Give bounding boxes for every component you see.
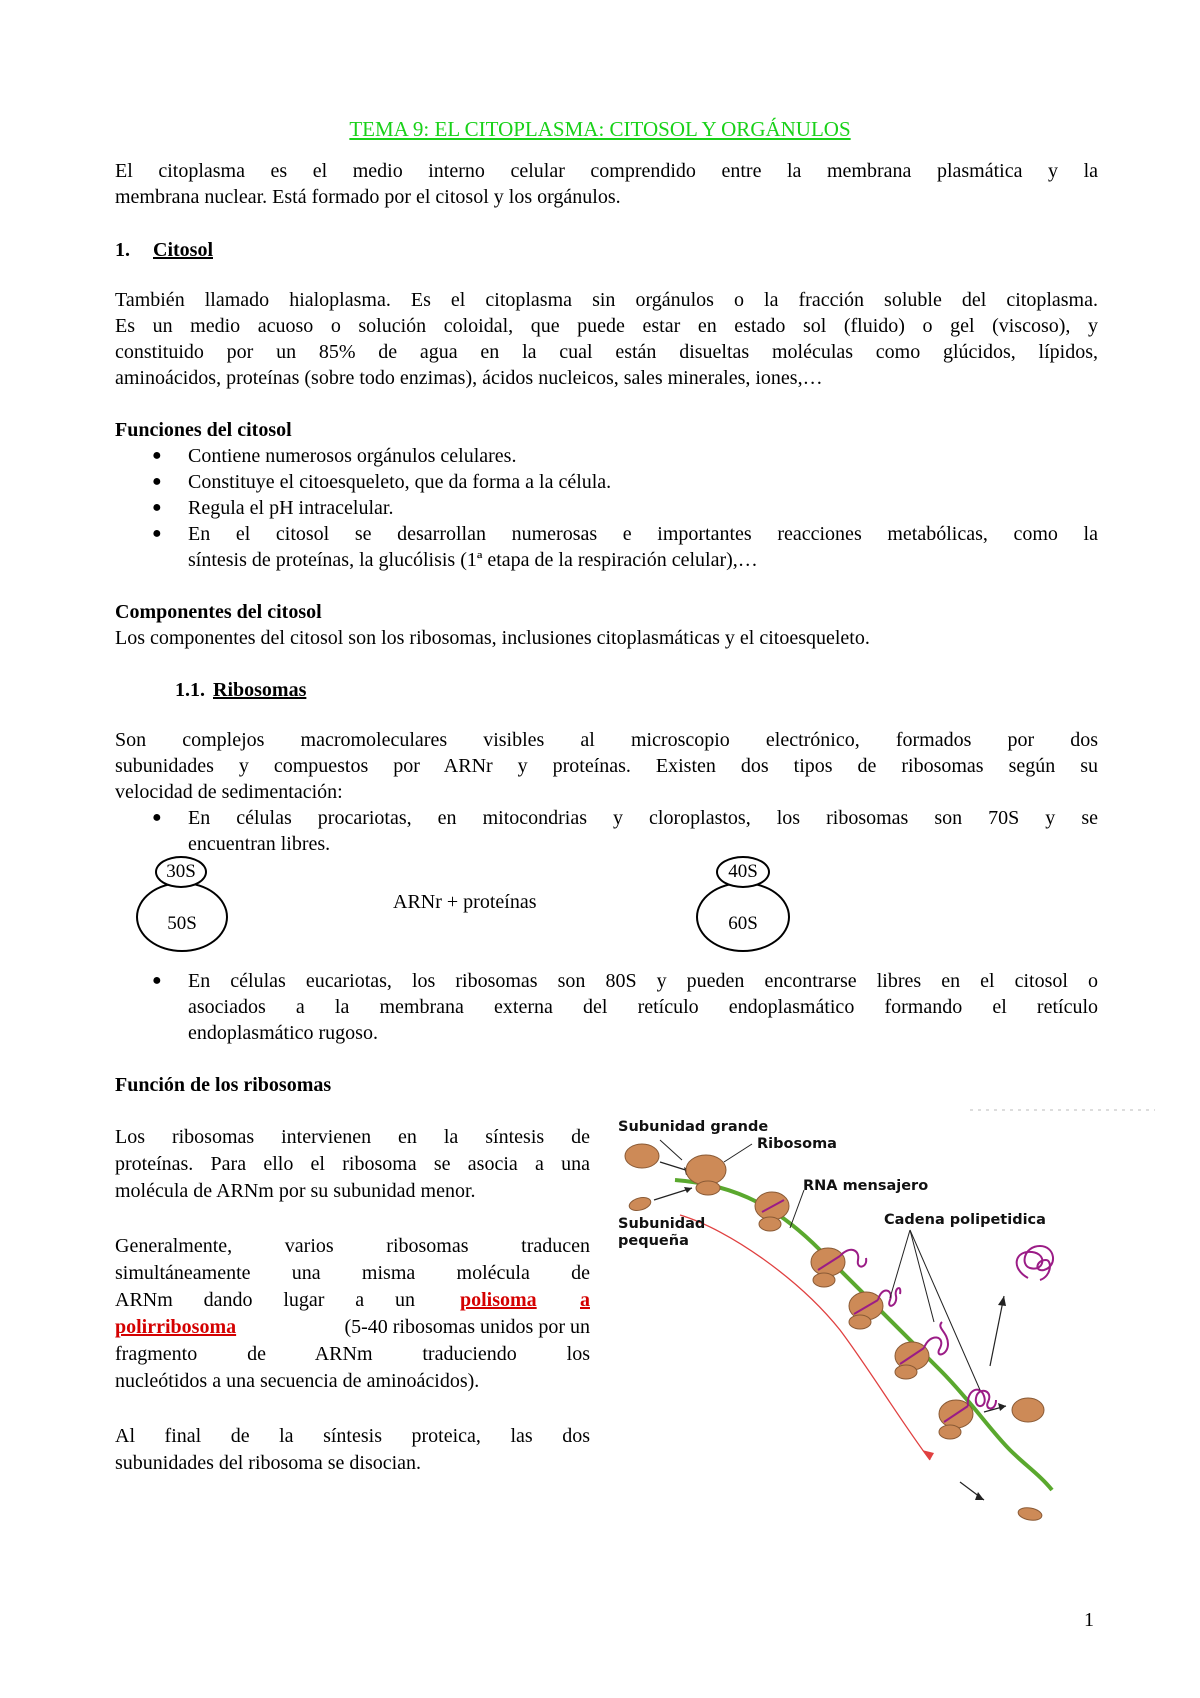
ribosomes-bullet1-line-1: En células procariotas, en mitocondrias y cloroplastos, los ribosomas son 70S y se: [188, 807, 1098, 829]
func-p2-line-2: simultáneamente una misma molécula de: [115, 1262, 590, 1284]
citosol-line-4: aminoácidos, proteínas (sobre todo enzimas), ácidos nucleicos, sales minerales, iones,…: [115, 367, 823, 389]
arrow-head: [998, 1296, 1006, 1306]
intro-line-2: membrana nuclear. Está formado por el citosol y los orgánulos.: [115, 186, 621, 208]
subunit-60s-oval: [696, 882, 790, 952]
ribosome-1: [686, 1155, 726, 1195]
section-heading-citosol: Citosol: [153, 239, 213, 261]
subunit-50s-oval: [136, 882, 228, 952]
page-number: 1: [1084, 1609, 1094, 1631]
pointer-large: [660, 1140, 682, 1160]
func-p3-line-1: Al final de la síntesis proteica, las dos: [115, 1425, 590, 1447]
func-p2-line-4: [115, 1314, 590, 1342]
released-large-subunit: [1012, 1398, 1044, 1422]
direction-arrow: [680, 1215, 930, 1460]
components-heading: Componentes del citosol: [115, 601, 322, 623]
subunit-60s-label: 60S: [728, 913, 758, 934]
polisoma-term: polisoma a: [460, 1289, 590, 1311]
pointer-ribosome: [724, 1144, 752, 1162]
free-large-subunit: [625, 1144, 659, 1168]
func-p3-line-2: subunidades del ribosoma se disocian.: [115, 1452, 422, 1474]
ribosomes-bullet1-line-2: encuentran libres.: [188, 833, 331, 855]
ribosomes-bullet2-line-3: endoplasmático rugoso.: [188, 1022, 378, 1044]
subunit-40s-label: 40S: [728, 861, 758, 882]
ribosomes-line-1: Son complejos macromoleculares visibles al microscopio electrónico, formados por dos: [115, 729, 1098, 751]
function-item-3: Regula el pH intracelular.: [188, 497, 394, 519]
free-polypeptide: [1017, 1246, 1053, 1280]
function-item-1: Contiene numerosos orgánulos celulares.: [188, 445, 517, 467]
subsection-heading-ribosomas: Ribosomas: [213, 679, 307, 701]
citosol-line-1: También llamado hialoplasma. Es el citoplasma sin orgánulos o la fracción soluble del citoplasma.: [115, 289, 1098, 311]
bullet-dot: ●: [152, 499, 162, 516]
arrow-head: [975, 1492, 984, 1500]
func-p2-line-6: nucleótidos a una secuencia de aminoácidos).: [115, 1370, 480, 1392]
free-small-subunit: [628, 1195, 652, 1212]
bullet-dot: ●: [152, 972, 162, 989]
release-arrow-2: [990, 1296, 1004, 1366]
func-p2-after-red: (5-40 ribosomas unidos por un: [344, 1316, 590, 1338]
label-cadena-polipetidica: Cadena polipetidica: [884, 1212, 1046, 1228]
diagram-center-label: ARNr + proteínas: [393, 891, 537, 913]
func-p1-line-3: molécula de ARNm por su subunidad menor.: [115, 1180, 476, 1202]
function-item-2: Constituye el citoesqueleto, que da forma a la célula.: [188, 471, 612, 493]
func-p1-line-2: proteínas. Para ello el ribosoma se asocia a una: [115, 1153, 590, 1175]
ribosomes-bullet2-line-2: asociados a la membrana externa del retículo endoplasmático formando el retículo: [188, 996, 1098, 1018]
bullet-dot: ●: [152, 525, 162, 542]
released-small-subunit: [1017, 1506, 1043, 1522]
func-p2-line-3-text: ARNm dando lugar a un: [115, 1289, 415, 1311]
ribosome-3: [811, 1248, 866, 1287]
label-rna-mensajero: RNA mensajero: [803, 1178, 929, 1194]
func-p2-line-3: [115, 1287, 590, 1315]
components-text: Los componentes del citosol son los ribosomas, inclusiones citoplasmáticas y el citoesqueleto.: [115, 627, 870, 649]
citosol-line-3: constituido por un 85% de agua en la cual están disueltas moléculas como glúcidos, lípidos,: [115, 341, 1098, 363]
bullet-dot: ●: [152, 473, 162, 490]
label-subunidad-pequena-2: pequeña: [618, 1233, 689, 1249]
label-ribosoma: Ribosoma: [757, 1136, 837, 1152]
page-title: TEMA 9: EL CITOPLASMA: CITOSOL Y ORGÁNULOS: [349, 117, 851, 141]
section-number: 1.: [115, 239, 130, 261]
intro-line-1: El citoplasma es el medio interno celular comprendido entre la membrana plasmática y la: [115, 160, 1098, 182]
label-subunidad-grande: Subunidad grande: [618, 1119, 769, 1135]
functions-heading: Funciones del citosol: [115, 419, 292, 441]
pointer-mrna: [790, 1190, 804, 1228]
polysome-figure: [600, 1100, 1160, 1560]
label-subunidad-pequena-1: Subunidad: [618, 1216, 706, 1232]
subunit-40s-oval: [716, 856, 770, 888]
ribosome-2: [755, 1192, 789, 1231]
subunit-30s-oval: [155, 856, 207, 888]
function-item-4-line-1: En el citosol se desarrollan numerosas e importantes reacciones metabólicas, como la: [188, 523, 1098, 545]
bullet-dot: ●: [152, 447, 162, 464]
subunit-30s-label: 30S: [166, 861, 196, 882]
polirribosoma-term: polirribosoma: [115, 1316, 237, 1338]
ribosomes-line-2: subunidades y compuestos por ARNr y proteínas. Existen dos tipos de ribosomas según su: [115, 755, 1098, 777]
ribosome-6: [939, 1390, 996, 1439]
subunit-50s-label: 50S: [167, 913, 197, 934]
ribosomes-line-3: velocidad de sedimentación:: [115, 781, 343, 803]
function-item-4-line-2: síntesis de proteínas, la glucólisis (1ª etapa de la respiración celular),…: [188, 549, 758, 571]
direction-arrowhead: [922, 1450, 934, 1460]
function-ribosomes-heading: Función de los ribosomas: [115, 1074, 332, 1096]
func-p2-line-5: fragmento de ARNm traduciendo los: [115, 1343, 590, 1365]
func-p1-line-1: Los ribosomas intervienen en la síntesis de: [115, 1126, 590, 1148]
ribosomes-bullet2-line-1: En células eucariotas, los ribosomas son 80S y pueden encontrarse libres en el citosol o: [188, 970, 1098, 992]
func-p2-line-1: Generalmente, varios ribosomas traducen: [115, 1235, 590, 1257]
bullet-dot: ●: [152, 809, 162, 826]
citosol-line-2: Es un medio acuoso o solución coloidal, que puede estar en estado sol (fluido) o gel (viscoso), y: [115, 315, 1098, 337]
arrow-head: [998, 1403, 1006, 1411]
subsection-number: 1.1.: [175, 679, 205, 701]
